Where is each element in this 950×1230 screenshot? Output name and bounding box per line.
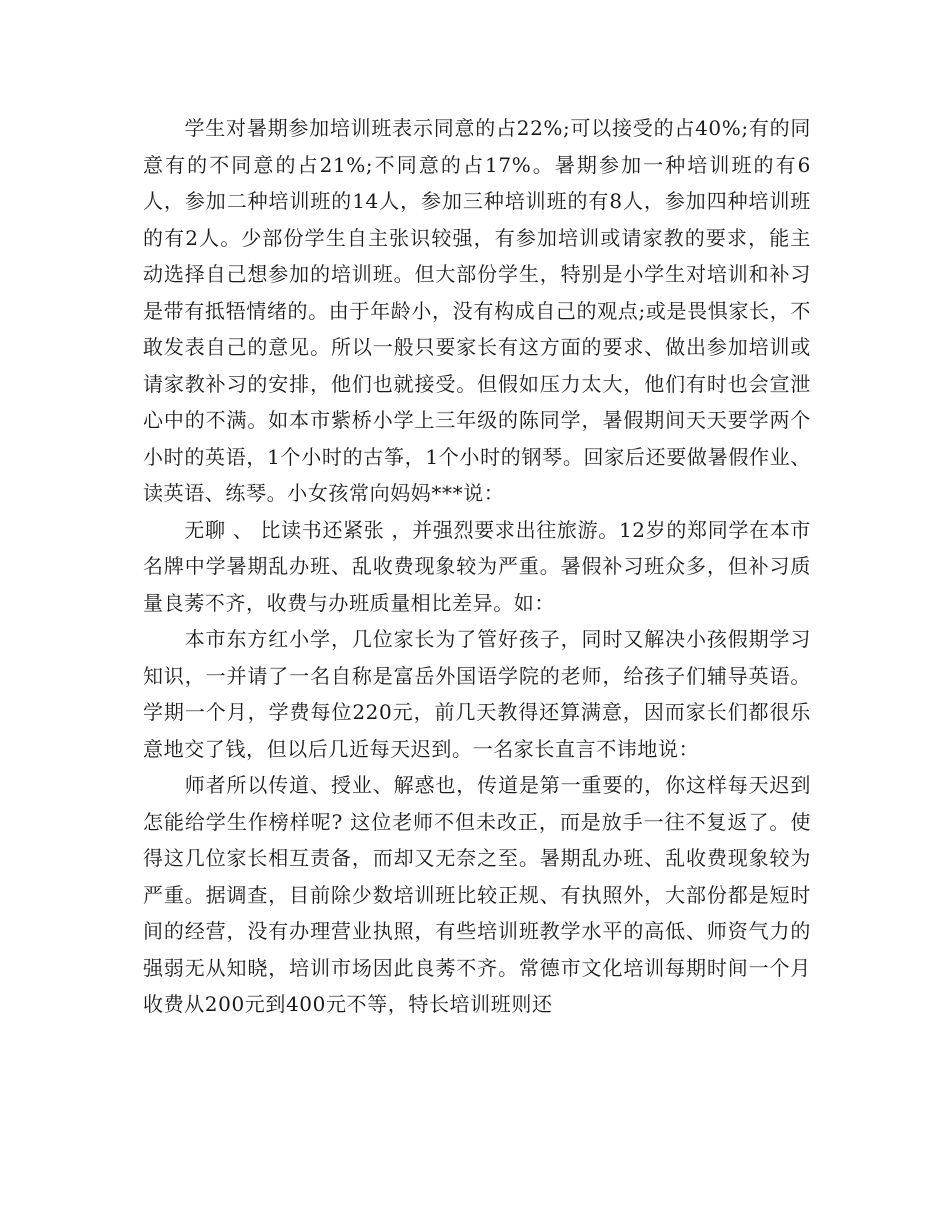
paragraph-boredom-complaint: 无聊 、 比读书还紧张 ，并强烈要求出往旅游。12岁的郑同学在本市名牌中学暑期乱办班、乱收费现象较为严重。暑假补习班众多，但补习质量良莠不齐，收费与办班质量相比差异。如：: [143, 517, 811, 615]
paragraph-dongfanghong-example: 本市东方红小学，几位家长为了管好孩子，同时又解决小孩假期学习知识，一并请了一名自称是富岳外国语学院的老师，给孩子们辅导英语。学期一个月，学费每位220元，前几天教得还算满意，因而家长们都很乐意地交了钱，但以后几近每天迟到。一名家长直言不讳地说：: [143, 627, 811, 761]
document-body: [143, 110, 811, 1023]
paragraph-teacher-critique: 师者所以传道、授业、解惑也，传道是第一重要的，你这样每天迟到怎能给学生作榜样呢? 这位老师不但未改正，而是放手一往不复返了。使得这几位家长相互责备，而却又无奈之至。暑期乱办班、乱收费现象较为严重。据调查，目前除少数培训班比较正规、有执照外，大部份都是短时间的经营，没有办理营业执照，有些培训班教学水平的高低、师资气力的强弱无从知晓，培训市场因此良莠不齐。常德市文化培训每期时间一个月收费从200元到400元不等，特长培训班则还: [143, 773, 811, 1016]
paragraph-survey-results: 学生对暑期参加培训班表示同意的占22%;可以接受的占40%;有的同意有的不同意的占21%;不同意的占17%。暑期参加一种培训班的有6人，参加二种培训班的14人，参加三种培训班的有8人，参加四种培训班的有2人。少部份学生自主张识较强，有参加培训或请家教的要求，能主动选择自己想参加的培训班。但大部份学生，特别是小学生对培训和补习是带有抵牾情绪的。由于年龄小，没有构成自己的观点;或是畏惧家长，不敢发表自己的意见。所以一般只要家长有这方面的要求、做出参加培训或请家教补习的安排，他们也就接受。但假如压力太大，他们有时也会宣泄心中的不满。如本市紫桥小学上三年级的陈同学，暑假期间天天要学两个小时的英语，1个小时的古筝，1个小时的钢琴。回家后还要做暑假作业、读英语、练琴。小女孩常向妈妈***说：: [143, 116, 811, 505]
